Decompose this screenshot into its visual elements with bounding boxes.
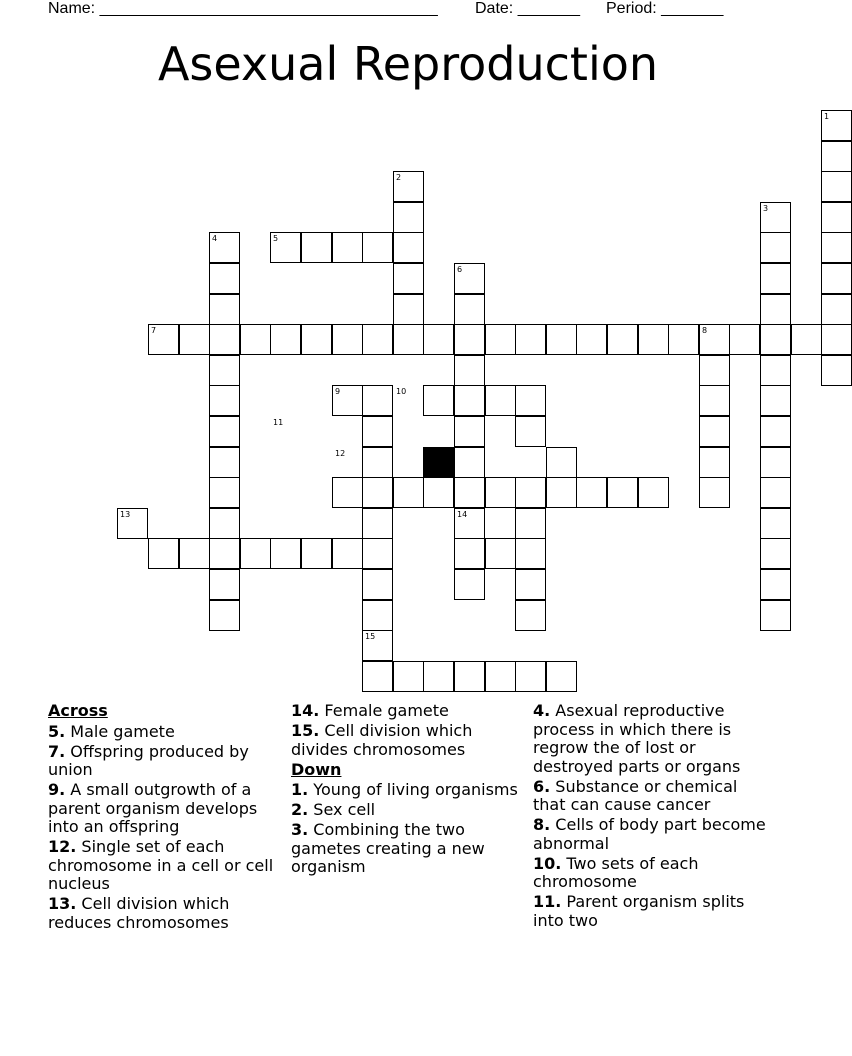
grid-cell[interactable]	[821, 171, 852, 202]
clue-number: 1	[824, 112, 830, 121]
clue-num: 9.	[48, 780, 66, 799]
grid-cell[interactable]	[485, 477, 516, 508]
clue-num: 8.	[533, 815, 551, 834]
clue-num: 2.	[291, 800, 309, 819]
grid-cell[interactable]	[760, 202, 791, 233]
clue-number: 14	[457, 510, 468, 519]
grid-cell[interactable]	[485, 385, 516, 416]
grid-cell[interactable]	[515, 600, 546, 631]
clue-item	[533, 778, 773, 815]
grid-cell[interactable]	[179, 324, 210, 355]
grid-cell[interactable]	[668, 324, 699, 355]
grid-cell[interactable]	[240, 324, 271, 355]
grid-cell[interactable]	[515, 324, 546, 355]
grid-cell[interactable]	[454, 385, 485, 416]
grid-cell[interactable]	[485, 661, 516, 692]
grid-cell[interactable]	[454, 569, 485, 600]
grid-cell[interactable]	[546, 324, 577, 355]
grid-cell[interactable]	[362, 385, 393, 416]
grid-cell[interactable]	[515, 416, 546, 447]
grid-cell[interactable]	[760, 324, 791, 355]
clue-text: Sex cell	[308, 800, 376, 819]
grid-cell[interactable]	[362, 630, 393, 661]
clue-text: Two sets of each chromosome	[533, 853, 699, 891]
clue-number: 3	[763, 204, 769, 213]
clue-num: 11.	[533, 892, 562, 911]
clue-item	[533, 855, 773, 892]
grid-cell[interactable]	[821, 232, 852, 263]
clue-item	[48, 895, 280, 932]
grid-cell[interactable]	[454, 416, 485, 447]
grid-cell[interactable]	[607, 324, 638, 355]
grid-cell[interactable]	[362, 569, 393, 600]
grid-cell[interactable]	[393, 661, 424, 692]
clue-item	[291, 801, 523, 820]
clue-item	[533, 816, 773, 853]
grid-cell[interactable]	[699, 477, 730, 508]
grid-cell[interactable]	[393, 263, 424, 294]
grid-cell[interactable]	[485, 324, 516, 355]
grid-cell[interactable]	[515, 385, 546, 416]
grid-cell[interactable]	[454, 355, 485, 386]
grid-cell[interactable]	[515, 569, 546, 600]
grid-cell[interactable]	[362, 661, 393, 692]
grid-cell[interactable]	[821, 324, 852, 355]
grid-cell[interactable]	[423, 477, 454, 508]
grid-cell[interactable]	[760, 569, 791, 600]
clue-text: Asexual reproductive process in which there is regrow the of lost or destroyed parts or organs	[533, 701, 741, 776]
grid-cell[interactable]	[209, 447, 240, 478]
grid-cell[interactable]	[393, 477, 424, 508]
grid-cell[interactable]	[362, 600, 393, 631]
clue-item	[48, 743, 280, 780]
grid-cell[interactable]	[332, 477, 363, 508]
grid-cell[interactable]	[515, 477, 546, 508]
grid-cell[interactable]	[454, 324, 485, 355]
grid-cell[interactable]	[332, 232, 363, 263]
clue-num: 10.	[533, 853, 562, 873]
grid-cell[interactable]	[301, 232, 332, 263]
grid-cell[interactable]	[760, 538, 791, 569]
grid-cell[interactable]	[270, 232, 301, 263]
clue-number: 12	[335, 449, 346, 458]
grid-cell[interactable]	[393, 232, 424, 263]
grid-cell[interactable]	[148, 324, 179, 355]
grid-cell[interactable]	[699, 385, 730, 416]
grid-cell[interactable]	[332, 538, 363, 569]
grid-cell[interactable]	[423, 385, 454, 416]
grid-cell[interactable]	[209, 538, 240, 569]
date-field[interactable]: Date: _______	[475, 0, 580, 17]
grid-cell[interactable]	[546, 661, 577, 692]
clue-text: Combining the two gametes creating a new organism	[291, 820, 485, 876]
across-heading: Across	[48, 701, 108, 720]
clue-num: 14.	[291, 701, 320, 720]
clue-num: 4.	[533, 701, 551, 720]
grid-cell[interactable]	[362, 324, 393, 355]
grid-cell[interactable]	[454, 294, 485, 325]
grid-cell[interactable]	[362, 447, 393, 478]
grid-cell[interactable]	[393, 324, 424, 355]
grid-cell[interactable]	[209, 416, 240, 447]
grid-cell[interactable]	[454, 538, 485, 569]
clue-number: 4	[212, 234, 218, 243]
grid-cell[interactable]	[699, 355, 730, 386]
clue-item	[48, 838, 280, 894]
grid-cell[interactable]	[270, 324, 301, 355]
clue-item	[48, 723, 280, 742]
clue-text: Cell division which reduces chromosomes	[48, 894, 230, 932]
clues-column-3	[533, 702, 773, 932]
clue-number: 2	[396, 173, 402, 182]
grid-cell[interactable]	[179, 538, 210, 569]
clue-num: 5.	[48, 721, 66, 741]
grid-cell[interactable]	[362, 416, 393, 447]
grid-cell[interactable]	[209, 263, 240, 294]
grid-cell[interactable]	[148, 538, 179, 569]
clue-num: 1.	[291, 780, 309, 799]
grid-cell[interactable]	[760, 447, 791, 478]
grid-cell[interactable]	[515, 538, 546, 569]
grid-cell[interactable]	[332, 385, 363, 416]
grid-cell[interactable]	[760, 263, 791, 294]
clue-item	[533, 702, 773, 776]
grid-cell[interactable]	[393, 294, 424, 325]
name-field[interactable]: Name: ______________________________________	[48, 0, 438, 17]
clue-text: Cells of body part become abnormal	[533, 815, 766, 853]
clue-text: Young of living organisms	[308, 780, 518, 799]
grid-cell[interactable]	[760, 477, 791, 508]
clue-text: Parent organism splits into two	[533, 892, 745, 930]
grid-cell[interactable]	[760, 508, 791, 539]
grid-cell[interactable]	[821, 294, 852, 325]
clue-number: 5	[273, 234, 279, 243]
grid-cell[interactable]	[454, 508, 485, 539]
clue-item	[533, 893, 773, 930]
grid-cell[interactable]	[760, 232, 791, 263]
grid-cell[interactable]	[638, 477, 669, 508]
grid-cell[interactable]	[576, 324, 607, 355]
grid-cell[interactable]	[454, 263, 485, 294]
down-heading: Down	[291, 759, 342, 779]
clue-number: 15	[365, 632, 376, 641]
grid-cell[interactable]	[729, 324, 760, 355]
clue-number: 11	[273, 418, 284, 427]
grid-cell[interactable]	[362, 538, 393, 569]
grid-cell[interactable]	[760, 355, 791, 386]
clue-item	[291, 821, 523, 877]
grid-cell[interactable]	[454, 477, 485, 508]
period-field[interactable]: Period: _______	[606, 0, 724, 17]
grid-cell[interactable]	[638, 324, 669, 355]
grid-cell[interactable]	[546, 477, 577, 508]
grid-cell[interactable]	[607, 477, 638, 508]
grid-cell[interactable]	[760, 294, 791, 325]
grid-cell[interactable]	[362, 508, 393, 539]
grid-cell[interactable]	[821, 141, 852, 172]
clue-text: Male gamete	[65, 721, 175, 741]
clue-number: 10	[396, 387, 407, 396]
grid-cell[interactable]	[821, 202, 852, 233]
grid-cell[interactable]	[301, 324, 332, 355]
page-title: Asexual Reproduction	[157, 37, 659, 91]
grid-cell[interactable]	[209, 324, 240, 355]
clue-item	[291, 702, 523, 721]
grid-cell[interactable]	[515, 508, 546, 539]
clue-text: Female gamete	[319, 701, 449, 720]
grid-cell[interactable]	[485, 538, 516, 569]
grid-cell[interactable]	[362, 477, 393, 508]
clue-item	[291, 781, 523, 800]
grid-cell[interactable]	[209, 355, 240, 386]
clues-column-2	[291, 702, 523, 878]
grid-cell[interactable]	[454, 661, 485, 692]
clue-num: 13.	[48, 894, 77, 913]
grid-cell[interactable]	[699, 447, 730, 478]
grid-cell[interactable]	[699, 416, 730, 447]
grid-cell[interactable]	[209, 385, 240, 416]
clue-number: 6	[457, 265, 463, 274]
grid-cell[interactable]	[209, 294, 240, 325]
grid-cell[interactable]	[209, 477, 240, 508]
grid-cell[interactable]	[393, 202, 424, 233]
grid-cell[interactable]	[454, 447, 485, 478]
clue-item	[48, 781, 280, 837]
grid-cell[interactable]	[209, 232, 240, 263]
clue-number: 9	[335, 387, 341, 396]
grid-cell[interactable]	[423, 324, 454, 355]
clue-text: Single set of each chromosome in a cell or cell nucleus	[48, 837, 274, 893]
blocked-cell	[423, 447, 454, 478]
clue-number: 7	[151, 326, 157, 335]
grid-cell[interactable]	[760, 600, 791, 631]
clue-num: 15.	[291, 721, 320, 740]
clue-item	[291, 722, 523, 759]
grid-cell[interactable]	[423, 661, 454, 692]
clue-num: 12.	[48, 837, 77, 856]
clue-number: 8	[702, 326, 708, 335]
grid-cell[interactable]	[760, 416, 791, 447]
clue-text: A small outgrowth of a parent organism develops into an offspring	[48, 780, 258, 836]
grid-cell[interactable]	[821, 263, 852, 294]
grid-cell[interactable]	[209, 508, 240, 539]
grid-cell[interactable]	[301, 538, 332, 569]
clue-text: Offspring produced by union	[48, 741, 249, 779]
grid-cell[interactable]	[117, 508, 148, 539]
grid-cell[interactable]	[362, 232, 393, 263]
grid-cell[interactable]	[393, 171, 424, 202]
grid-cell[interactable]	[240, 538, 271, 569]
clue-text: Cell division which divides chromosomes	[291, 721, 473, 759]
grid-cell[interactable]	[576, 477, 607, 508]
clues-column-1	[48, 702, 280, 934]
grid-cell[interactable]	[791, 324, 822, 355]
grid-cell[interactable]	[209, 569, 240, 600]
clue-text: Substance or chemical that can cause cancer	[533, 776, 738, 814]
grid-cell[interactable]	[270, 538, 301, 569]
grid-cell[interactable]	[760, 385, 791, 416]
grid-cell[interactable]	[515, 661, 546, 692]
grid-cell[interactable]	[332, 324, 363, 355]
grid-cell[interactable]	[209, 600, 240, 631]
grid-cell[interactable]	[821, 355, 852, 386]
clue-number: 13	[120, 510, 131, 519]
clue-num: 7.	[48, 741, 66, 761]
clue-num: 3.	[291, 820, 309, 839]
grid-cell[interactable]	[546, 447, 577, 478]
clue-num: 6.	[533, 776, 551, 796]
grid-cell[interactable]	[821, 110, 852, 141]
grid-cell[interactable]	[699, 324, 730, 355]
